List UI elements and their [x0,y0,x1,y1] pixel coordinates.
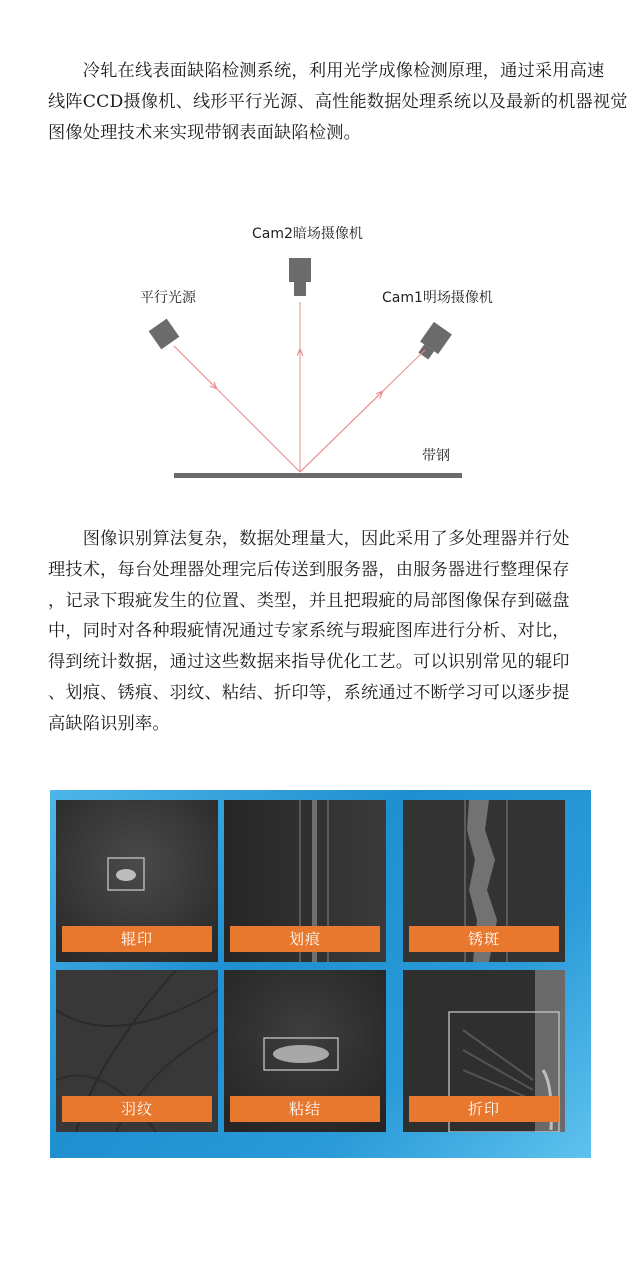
body-paragraph [48,524,596,740]
cam2-label: Cam2暗场摄像机 [252,226,363,242]
incident-ray-arrow [174,346,216,388]
defect-label: 粘结 [230,1096,380,1122]
defect-tile-scratch [224,800,386,962]
reflected-ray-arrow [300,392,382,472]
defect-image-grid [50,790,591,1158]
intro-line: 图像处理技术来实现带钢表面缺陷检测。 [48,122,361,143]
light-source-label: 平行光源 [140,290,196,306]
body-line: 图像识别算法复杂，数据处理量大，因此采用了多处理器并行处 [48,529,570,549]
intro-paragraph [48,56,628,148]
defect-tile-rust [403,800,565,962]
steel-strip [174,473,462,478]
body-line: 高缺陷识别率。 [48,713,170,734]
intro-line: 冷轧在线表面缺陷检测系统，利用光学成像检测原理，通过采用高速 [48,61,605,81]
body-line: 得到统计数据，通过这些数据来指导优化工艺。可以识别常见的辊印 [48,652,570,673]
defect-label: 羽纹 [62,1096,212,1122]
cam1-device-icon [414,322,452,362]
defect-tile-sticking [224,970,386,1132]
body-line: 理技术，每台处理器处理完后传送到服务器，由服务器进行整理保存 [48,559,570,580]
detection-principle-diagram [120,210,500,510]
defect-label: 划痕 [230,926,380,952]
light-source-icon [149,319,180,350]
defect-tile-fold [403,970,565,1132]
body-line: 、划痕、锈痕、羽纹、粘结、折印等，系统通过不断学习可以逐步提 [48,682,570,703]
defect-label: 辊印 [62,926,212,952]
defect-label: 锈斑 [409,926,559,952]
intro-line: 线阵CCD摄像机、线形平行光源、高性能数据处理系统以及最新的机器视觉 [48,91,628,112]
cam2-device-icon [289,258,311,282]
cam1-label: Cam1明场摄像机 [382,290,493,306]
cam2-lens-icon [294,282,306,296]
body-line: ，记录下瑕疵发生的位置、类型，并且把瑕疵的局部图像保存到磁盘 [48,590,570,611]
strip-label: 带钢 [422,448,450,464]
defect-tile-roll-mark [56,800,218,962]
defect-label: 折印 [409,1096,559,1122]
body-line: 中，同时对各种瑕疵情况通过专家系统与瑕疵图库进行分析、对比， [48,621,570,642]
defect-tile-feather [56,970,218,1132]
